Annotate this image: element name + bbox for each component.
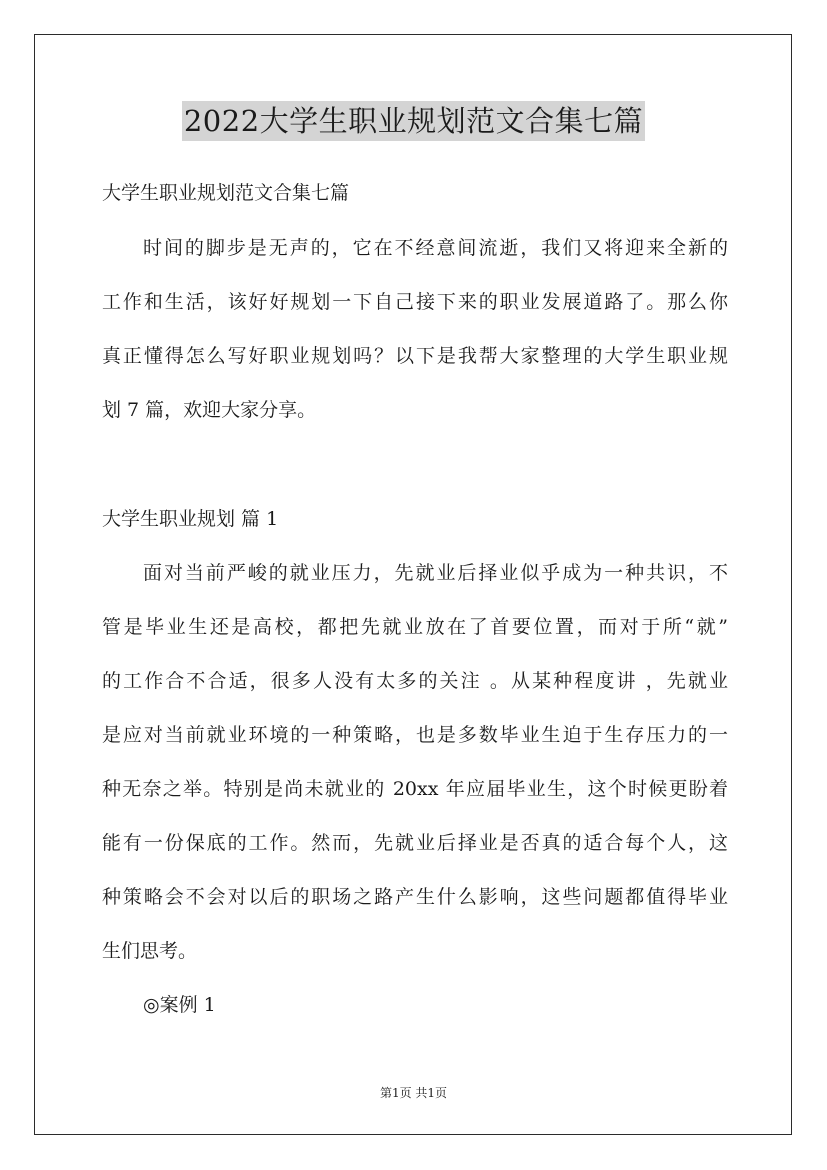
document-title: 2022大学生职业规划范文合集七篇 (182, 101, 645, 141)
intro-line: 工作和生活，该好好规划一下自己接下来的职业发展道路了。那么你 (102, 291, 728, 313)
intro-line: 时间的脚步是无声的，它在不经意间流逝，我们又将迎来全新的 (143, 237, 728, 259)
document-subtitle: 大学生职业规划范文合集七篇 (102, 182, 350, 204)
section-line: 是应对当前就业环境的一种策略，也是多数毕业生迫于生存压力的一 (102, 724, 728, 746)
section-line: 能有一份保底的工作。然而，先就业后择业是否真的适合每个人，这 (102, 832, 728, 854)
intro-line: 真正懂得怎么写好职业规划吗？以下是我帮大家整理的大学生职业规 (102, 345, 728, 367)
page-footer: 第1页 共1页 (379, 1086, 448, 1100)
section-heading: 大学生职业规划 篇 1 (102, 508, 279, 530)
section-line: 面对当前严峻的就业压力，先就业后择业似乎成为一种共识，不 (143, 562, 728, 584)
case-label: ◎案例 1 (143, 994, 216, 1016)
section-line: 的工作合不合适，很多人没有太多的关注 。从某种程度讲 ，先就业 (102, 670, 728, 692)
title-container (0, 101, 827, 141)
section-line: 生们思考。 (102, 940, 198, 962)
section-line: 种策略会不会对以后的职场之路产生什么影响，这些问题都值得毕业 (102, 886, 728, 908)
intro-line: 划 7 篇，欢迎大家分享。 (102, 399, 317, 421)
section-line: 管是毕业生还是高校，都把先就业放在了首要位置，而对于所“就” (102, 616, 728, 638)
section-line: 种无奈之举。特别是尚未就业的 20xx 年应届毕业生，这个时候更盼着 (102, 778, 728, 800)
